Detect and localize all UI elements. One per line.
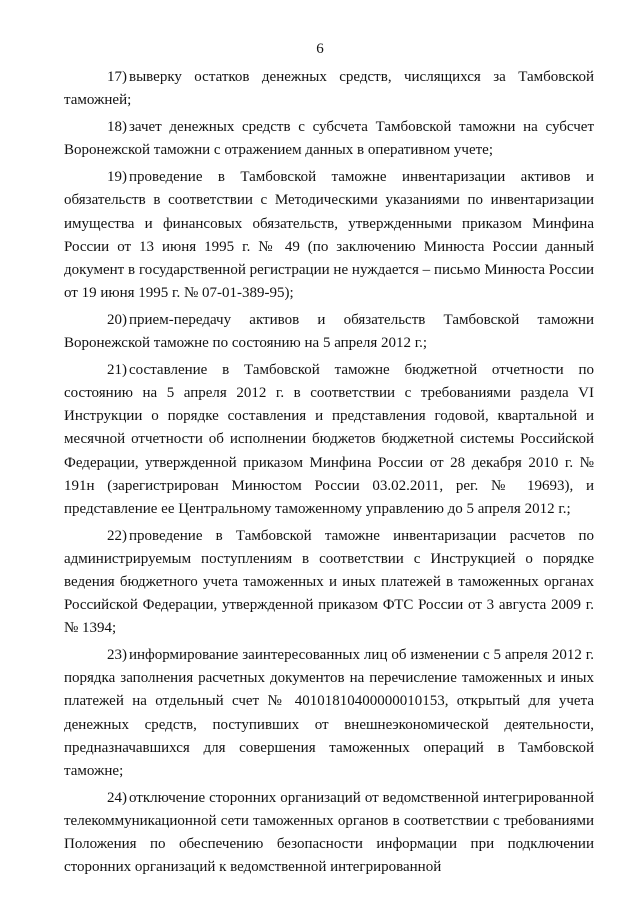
list-item-17 [64,66,594,112]
item-text: информирование заинтересованных лиц об изменении с 5 апреля 2012 г. порядка заполнения расчетных документов на перечисление таможенных и иных платежей на отдельный счет № 40101810400000010153, открытый для учета денежных средств, поступивших от внешнеэкономической деятельности, предназначавшихся для совершения таможенных операций в Тамбовской таможне; [64,647,594,779]
list-item-20 [64,309,594,355]
page-number: 6 [316,41,324,57]
item-number: 22) [107,527,127,544]
item-text: составление в Тамбовской таможне бюджетной отчетности по состоянию на 5 апреля 2012 г. в соответствии с требованиями раздела VI Инструкции о порядке составления и представления годовой, квартальной и месячной отчетности об исполнении бюджетов бюджетной системы Российской Федерации, утвержденной приказом Минфина России от 28 декабря 2010 г. № 191н (зарегистрирован Минюстом России 03.02.2011, рег. № 19693), и представление ее Центральному таможенному управлению до 5 апреля 2012 г.; [64,362,594,517]
document-body [64,66,594,883]
item-number: 20) [107,311,127,328]
item-number: 23) [107,647,127,664]
item-text: проведение в Тамбовской таможне инвентаризации активов и обязательств в соответствии с Методическими указаниями по инвентаризации имущества и финансовых обязательств, утвержденными приказом Минфина России от 13 июня 1995 г. № 49 (по заключению Минюста России данный документ в государственной регистрации не нуждается – письмо Минюста России от 19 июня 1995 г. № 07-01-389-95); [64,169,594,301]
list-item-22 [64,525,594,640]
item-number: 17) [107,69,127,85]
item-text: прием-передачу активов и обязательств Тамбовской таможни Воронежской таможне по состоянию на 5 апреля 2012 г.; [64,311,594,352]
item-number: 18) [107,119,127,136]
list-item-24 [64,787,594,879]
list-item-19 [64,166,594,305]
list-item-21 [64,359,594,521]
item-text: проведение в Тамбовской таможне инвентаризации расчетов по администрируемым поступлениям в соответствии с Инструкцией о порядке ведения бюджетного учета таможенных и иных платежей в таможенных органах Российской Федерации, утвержденной приказом ФТС России от 3 августа 2009 г. № 1394; [64,527,594,637]
item-number: 21) [107,362,127,379]
item-number: 24) [107,789,127,806]
item-text: отключение сторонних организаций от ведомственной интегрированной телекоммуникационной сети таможенных органов в соответствии с требованиями Положения по обеспечению безопасности информации при подключении сторонних организаций к ведомственной интегрированной [64,789,594,876]
list-item-18 [64,116,594,162]
list-item-23 [64,644,594,783]
item-text: выверку остатков денежных средств, числящихся за Тамбовской таможней; [64,69,594,109]
item-text: зачет денежных средств с субсчета Тамбовской таможни на субсчет Воронежской таможни с отражением данных в оперативном учете; [64,119,594,159]
item-number: 19) [107,169,127,186]
